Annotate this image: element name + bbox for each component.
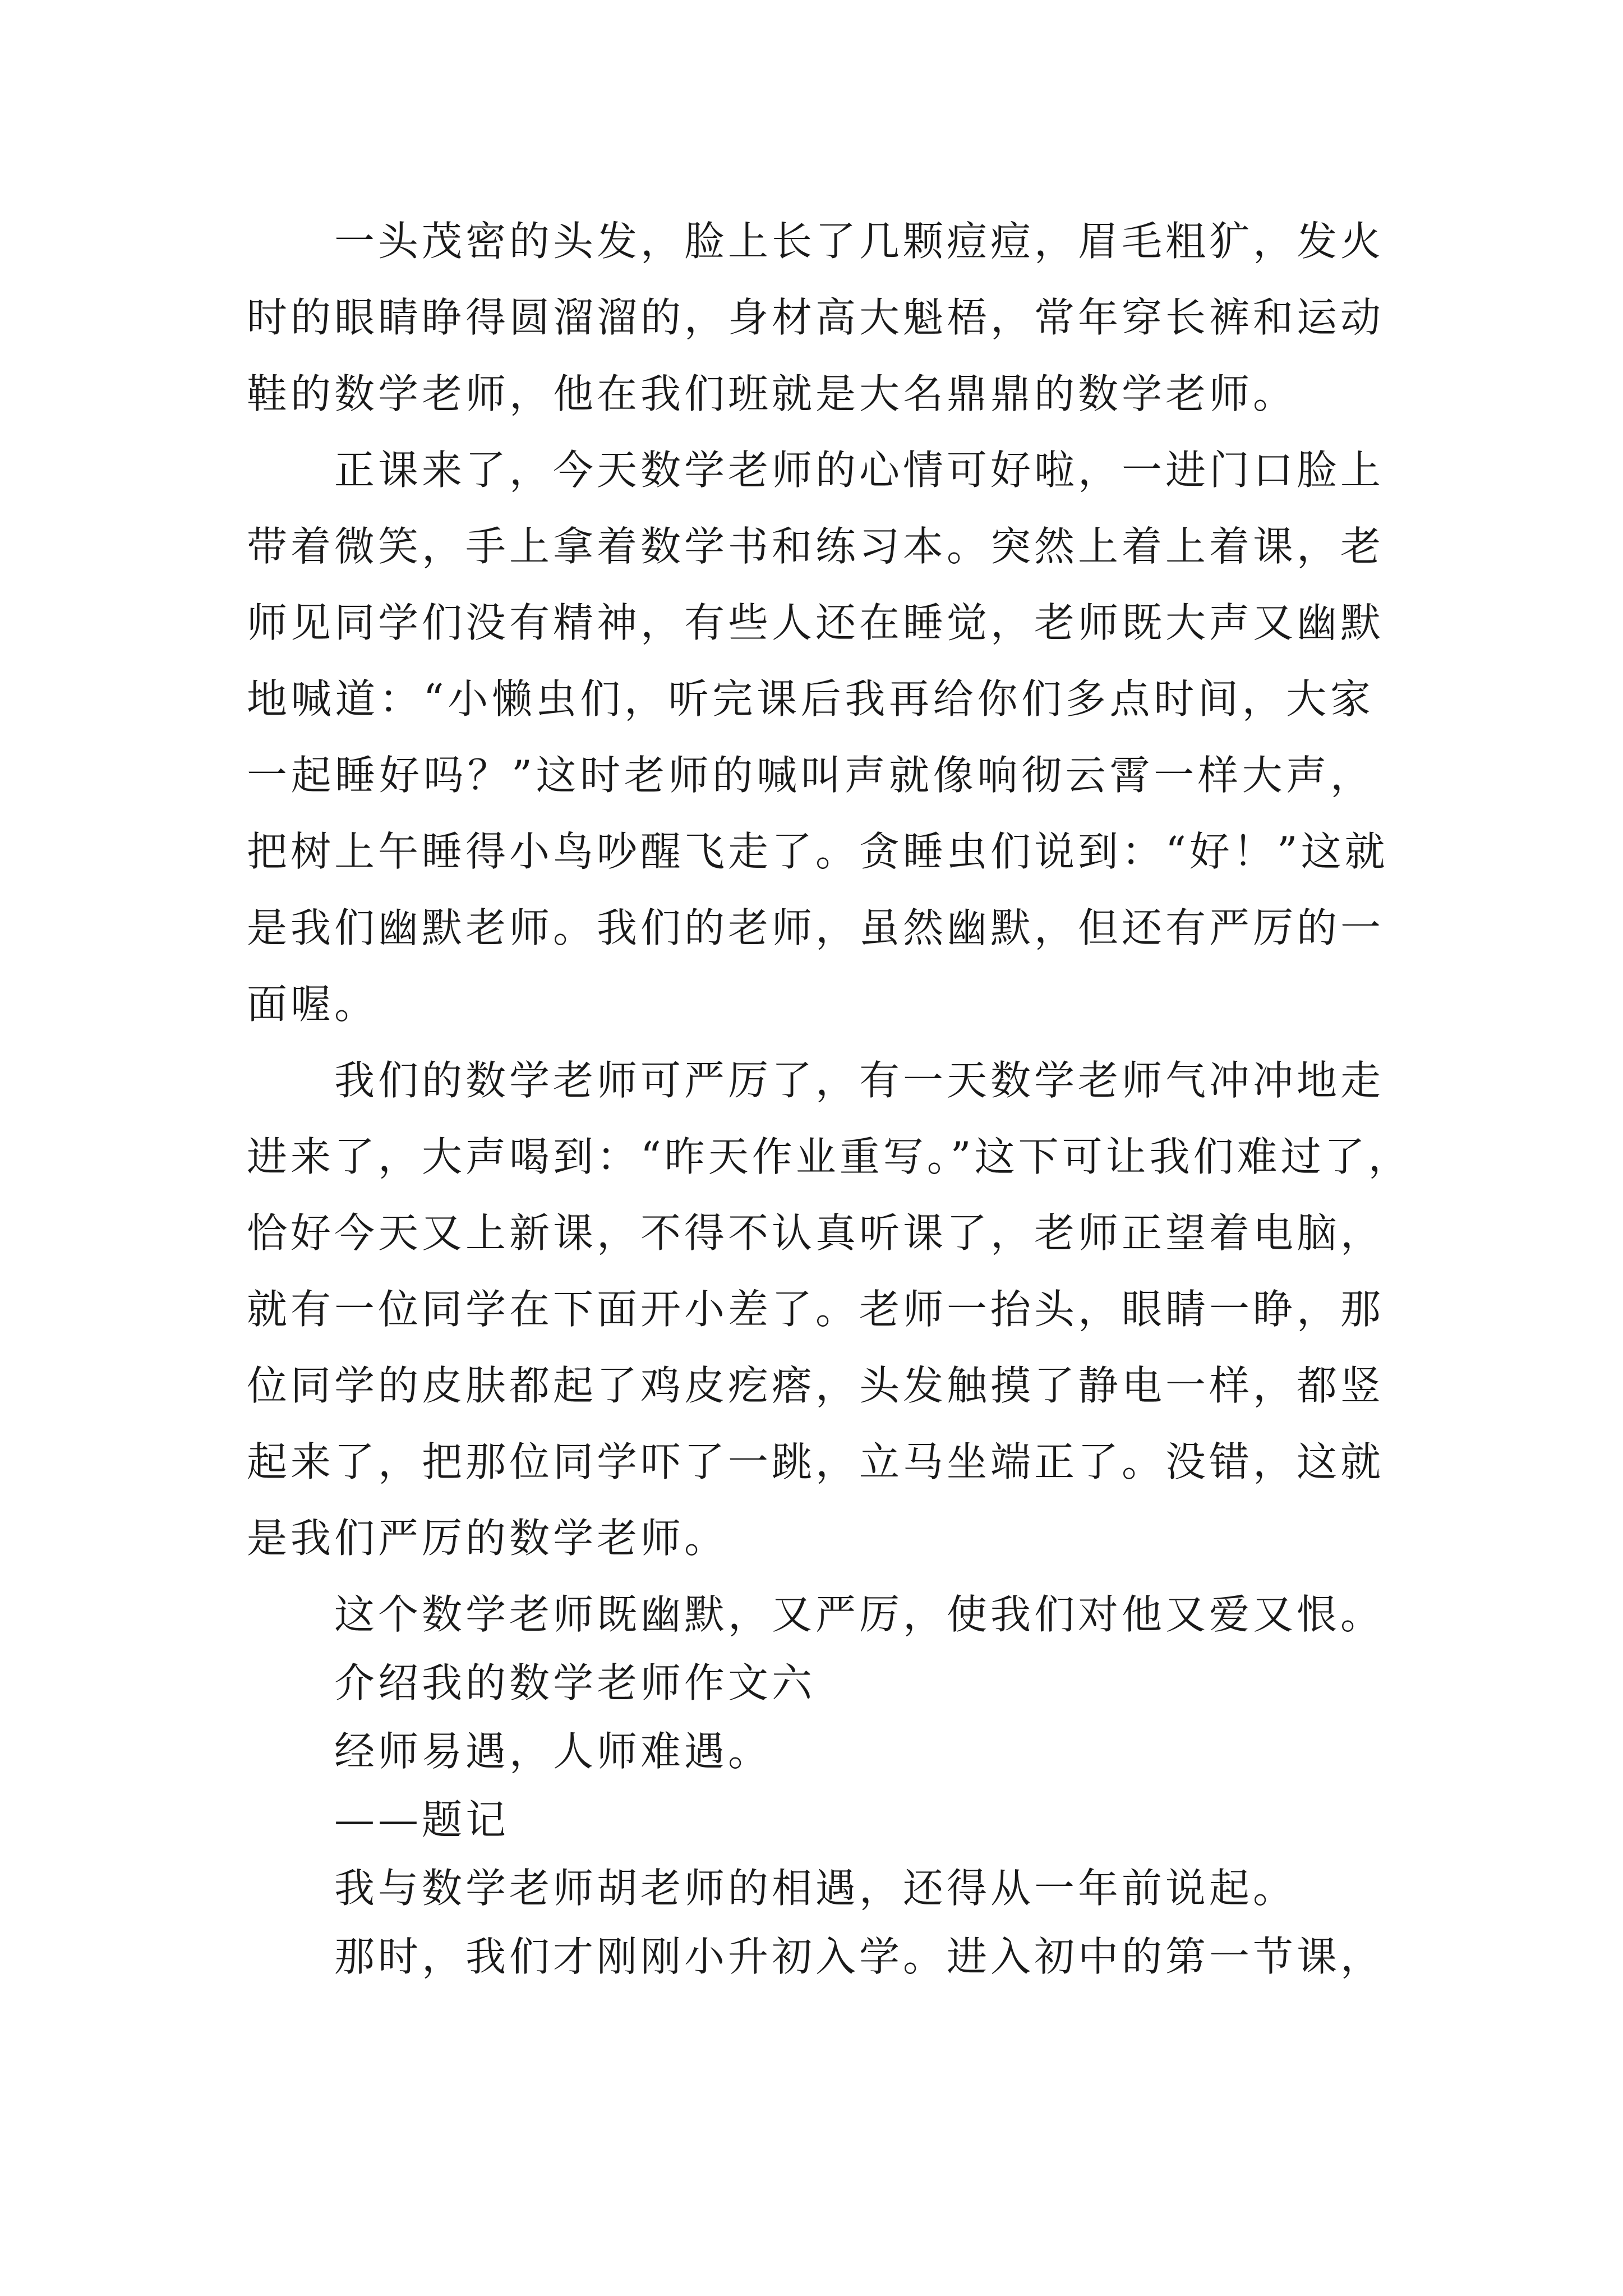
text-line: 一起睡好吗？”这时老师的喊叫声就像响彻云霄一样大声， <box>247 752 1374 799</box>
text-line: 带着微笑，手上拿着数学书和练习本。突然上着上着课，老 <box>247 523 1385 570</box>
text-line: 师见同学们没有精神，有些人还在睡觉，老师既大声又幽默 <box>247 599 1385 646</box>
epigraph: 经师易遇，人师难遇。 <box>334 1728 772 1775</box>
text-line: 鞋的数学老师，他在我们班就是大名鼎鼎的数学老师。 <box>247 370 1297 417</box>
text-line: 是我们严厉的数学老师。 <box>247 1515 728 1562</box>
text-line: 就有一位同学在下面开小差了。老师一抬头，眼睛一睁，那 <box>247 1286 1385 1333</box>
paragraph: 这个数学老师既幽默，又严厉，使我们对他又爱又恨。 <box>334 1591 1385 1638</box>
text-line: 正课来了，今天数学老师的心情可好啦，一进门口脸上 <box>334 447 1385 494</box>
text-line: 我们的数学老师可严厉了，有一天数学老师气冲冲地走 <box>334 1057 1385 1104</box>
paragraph: 那时，我们才刚刚小升初入学。进入初中的第一节课， <box>334 1933 1385 1980</box>
paragraph: 我与数学老师胡老师的相遇，还得从一年前说起。 <box>334 1865 1297 1912</box>
epigraph-attribution: ——题记 <box>334 1796 510 1843</box>
text-line: 面喔。 <box>247 981 379 1028</box>
text-line: 起来了，把那位同学吓了一跳，立马坐端正了。没错，这就 <box>247 1438 1385 1485</box>
text-line: 是我们幽默老师。我们的老师，虽然幽默，但还有严厉的一 <box>247 904 1385 951</box>
text-line: 时的眼睛睁得圆溜溜的，身材高大魁梧，常年穿长裤和运动 <box>247 294 1385 341</box>
text-line: 地喊道：“小懒虫们，听完课后我再给你们多点时间，大家 <box>247 675 1374 723</box>
text-line: 位同学的皮肤都起了鸡皮疙瘩，头发触摸了静电一样，都竖 <box>247 1362 1385 1409</box>
text-line: 把树上午睡得小鸟吵醒飞走了。贪睡虫们说到：“好！”这就 <box>247 828 1389 875</box>
section-heading: 介绍我的数学老师作文六 <box>334 1659 816 1706</box>
text-line: 进来了，大声喝到：“昨天作业重写。”这下可让我们难过了， <box>247 1133 1412 1180</box>
text-line: 恰好今天又上新课，不得不认真听课了，老师正望着电脑， <box>247 1209 1385 1257</box>
text-line: 一头茂密的头发，脸上长了几颗痘痘，眉毛粗犷，发火 <box>334 218 1385 265</box>
